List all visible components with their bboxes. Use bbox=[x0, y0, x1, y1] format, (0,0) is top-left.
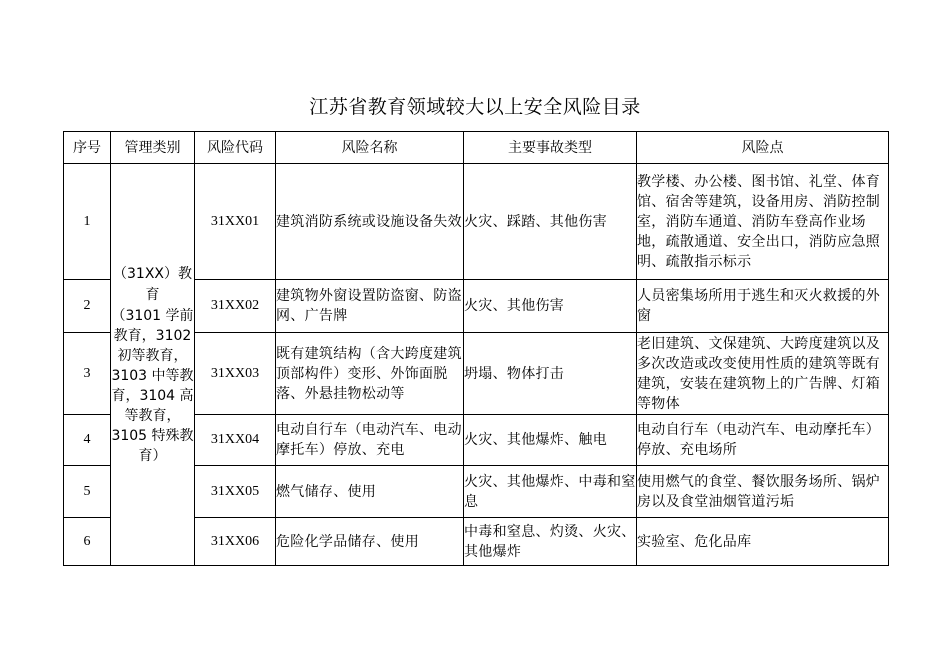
row-number: 5 bbox=[64, 466, 111, 518]
table-row bbox=[64, 164, 889, 280]
table-header-row bbox=[64, 132, 889, 164]
risk-name: 建筑消防系统或设施设备失效 bbox=[276, 164, 464, 280]
page-title: 江苏省教育领域较大以上安全风险目录 bbox=[309, 96, 641, 118]
header-accident: 主要事故类型 bbox=[464, 132, 637, 164]
accident-type: 火灾、踩踏、其他伤害 bbox=[464, 164, 637, 280]
header-no: 序号 bbox=[64, 132, 111, 164]
risk-point: 电动自行车（电动汽车、电动摩托车）停放、充电场所 bbox=[637, 415, 889, 466]
row-number: 6 bbox=[64, 518, 111, 566]
risk-name: 电动自行车（电动汽车、电动摩托车）停放、充电 bbox=[276, 415, 464, 466]
risk-code: 31XX01 bbox=[195, 164, 276, 280]
accident-type: 火灾、其他伤害 bbox=[464, 280, 637, 333]
risk-code: 31XX03 bbox=[195, 333, 276, 415]
risk-code: 31XX05 bbox=[195, 466, 276, 518]
accident-type: 火灾、其他爆炸、触电 bbox=[464, 415, 637, 466]
row-number: 3 bbox=[64, 333, 111, 415]
risk-name: 建筑物外窗设置防盗窗、防盗网、广告牌 bbox=[276, 280, 464, 333]
risk-code: 31XX04 bbox=[195, 415, 276, 466]
category-main: （31XX）教育 bbox=[113, 265, 192, 303]
row-number: 4 bbox=[64, 415, 111, 466]
risk-code: 31XX02 bbox=[195, 280, 276, 333]
risk-name: 危险化学品储存、使用 bbox=[276, 518, 464, 566]
row-number: 2 bbox=[64, 280, 111, 333]
risk-catalog-table bbox=[63, 131, 889, 566]
risk-name: 燃气储存、使用 bbox=[276, 466, 464, 518]
risk-point: 教学楼、办公楼、图书馆、礼堂、体育馆、宿舍等建筑，设备用房、消防控制室，消防车通道、消防车登高作业场地，疏散通道、安全出口，消防应急照明、疏散指示标示 bbox=[637, 164, 889, 280]
row-number: 1 bbox=[64, 164, 111, 280]
risk-point: 人员密集场所用于逃生和灭火救援的外窗 bbox=[637, 280, 889, 333]
risk-point: 老旧建筑、文保建筑、大跨度建筑以及多次改造或改变使用性质的建筑等既有建筑，安装在建筑物上的广告牌、灯箱等物体 bbox=[637, 333, 889, 415]
header-code: 风险代码 bbox=[195, 132, 276, 164]
accident-type: 坍塌、物体打击 bbox=[464, 333, 637, 415]
header-point: 风险点 bbox=[637, 132, 889, 164]
accident-type: 火灾、其他爆炸、中毒和窒息 bbox=[464, 466, 637, 518]
category-detail: （3101 学前教育，3102 初等教育，3103 中等教育，3104 高等教育，3105 特殊教育） bbox=[111, 307, 194, 464]
category-cell bbox=[111, 164, 195, 566]
header-name: 风险名称 bbox=[276, 132, 464, 164]
risk-point: 实验室、危化品库 bbox=[637, 518, 889, 566]
accident-type: 中毒和窒息、灼烫、火灾、其他爆炸 bbox=[464, 518, 637, 566]
risk-code: 31XX06 bbox=[195, 518, 276, 566]
header-category: 管理类别 bbox=[111, 132, 195, 164]
risk-name: 既有建筑结构（含大跨度建筑顶部构件）变形、外饰面脱落、外悬挂物松动等 bbox=[276, 333, 464, 415]
risk-point: 使用燃气的食堂、餐饮服务场所、锅炉房以及食堂油烟管道污垢 bbox=[637, 466, 889, 518]
